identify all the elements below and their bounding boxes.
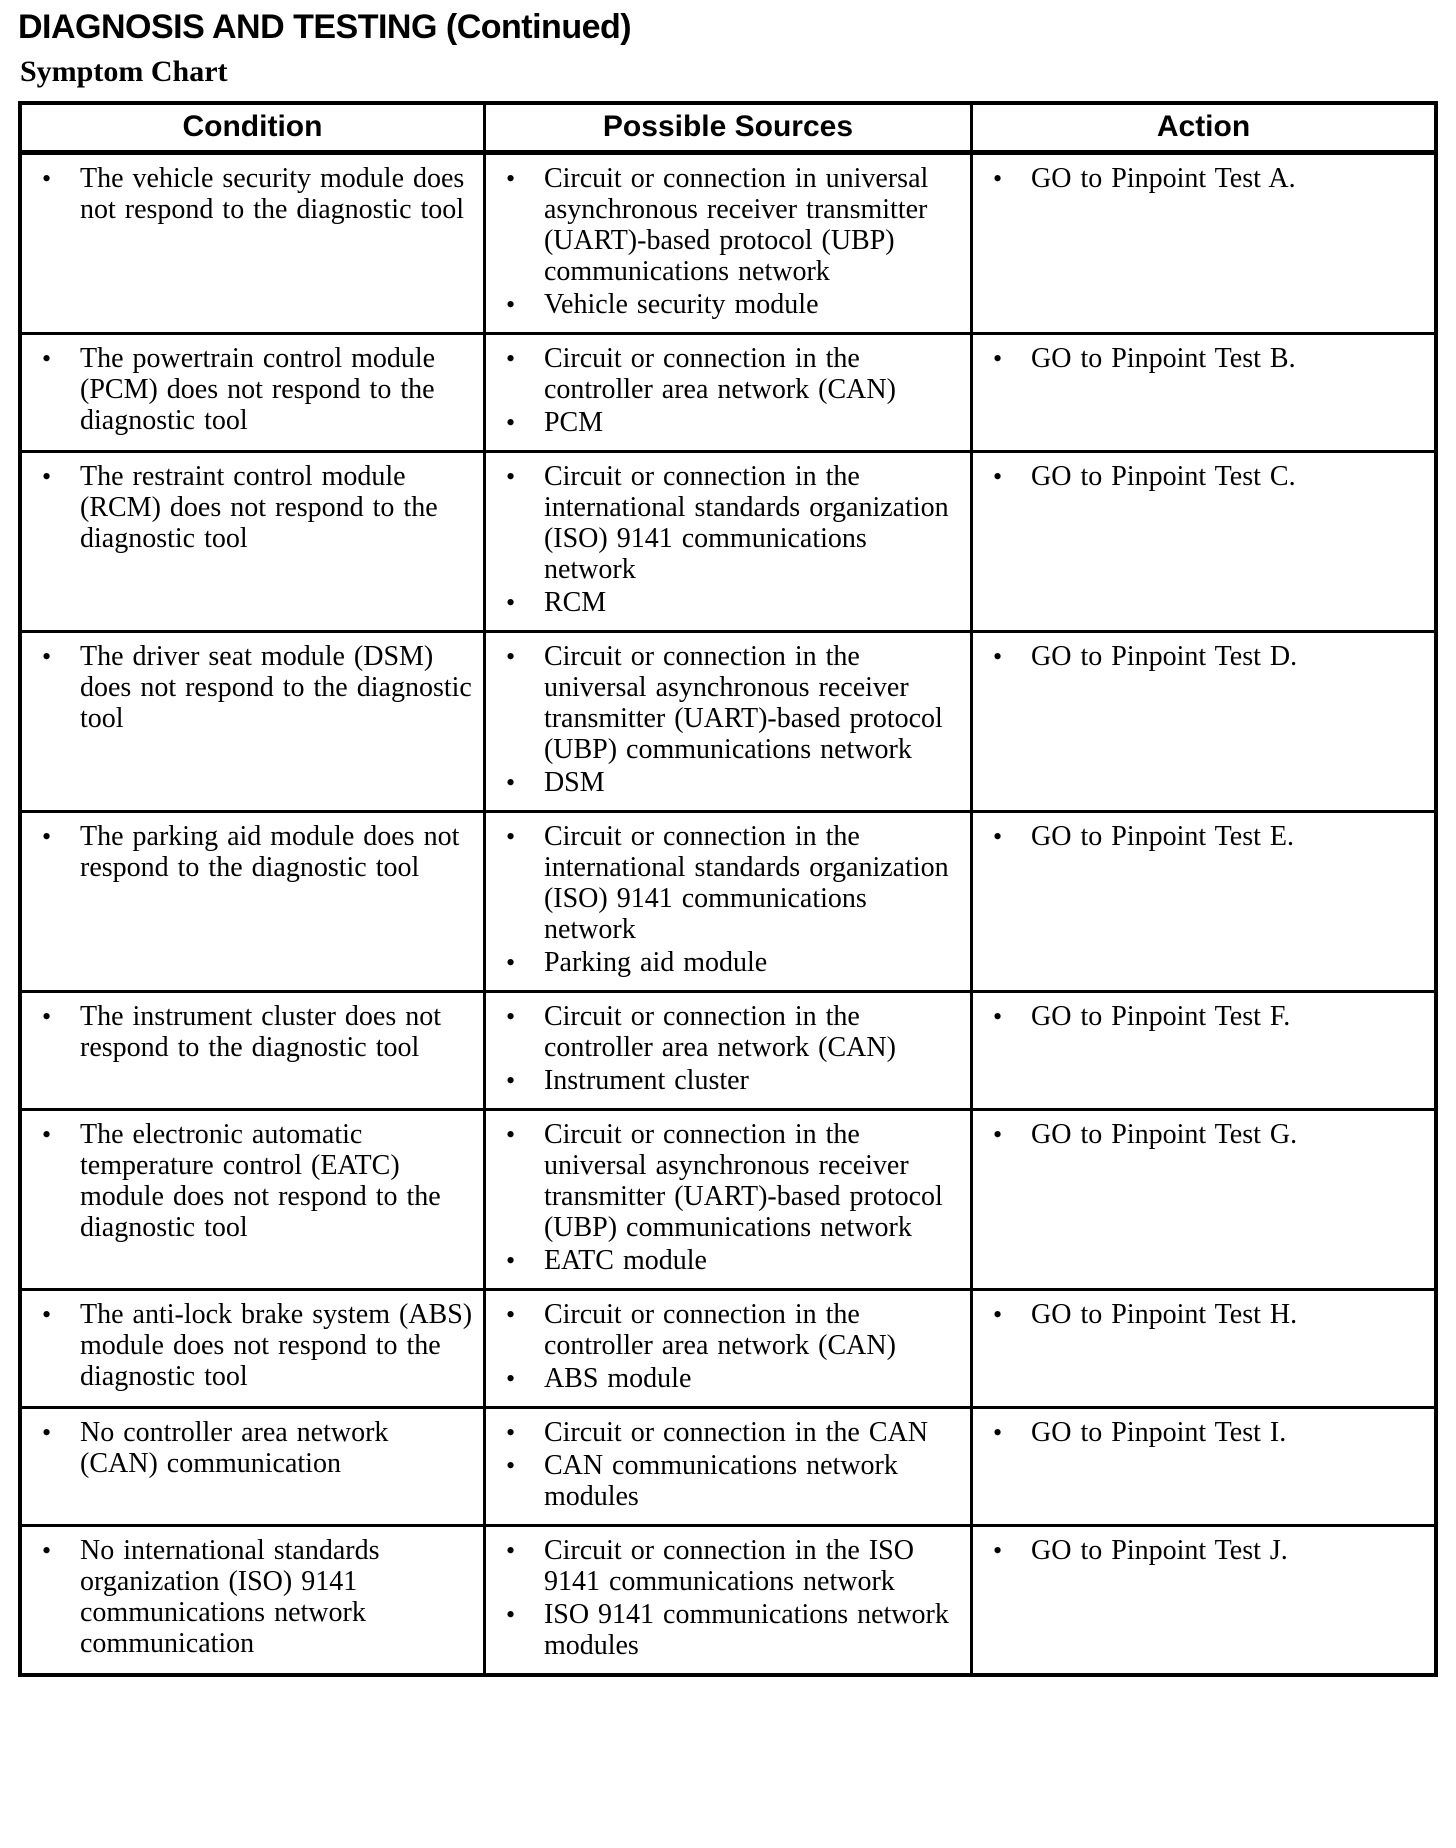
possible-sources-cell [484, 1290, 971, 1408]
condition-cell [20, 1110, 484, 1290]
bullet-item: • ISO 9141 communications network modules [492, 1599, 960, 1661]
bullet-list [28, 343, 473, 436]
bullet-item: • GO to Pinpoint Test E. [979, 821, 1424, 852]
action-cell [972, 812, 1436, 992]
condition-cell [20, 1526, 484, 1676]
condition-cell [20, 812, 484, 992]
condition-cell [20, 334, 484, 452]
table-row [20, 153, 1436, 334]
bullet-item: • GO to Pinpoint Test A. [979, 163, 1424, 194]
table-row [20, 1526, 1436, 1676]
bullet-list [28, 1417, 473, 1479]
bullet-list [979, 461, 1424, 492]
action-cell [972, 992, 1436, 1110]
table-row [20, 992, 1436, 1110]
condition-cell [20, 632, 484, 812]
bullet-item: • No controller area network (CAN) communication [28, 1417, 473, 1479]
bullet-list [28, 1299, 473, 1392]
possible-sources-cell [484, 452, 971, 632]
bullet-item: • GO to Pinpoint Test D. [979, 641, 1424, 672]
possible-sources-cell [484, 1110, 971, 1290]
header-condition: Condition [20, 103, 484, 153]
bullet-list [979, 1299, 1424, 1330]
bullet-item: • Instrument cluster [492, 1065, 960, 1096]
symptom-chart-table [18, 101, 1438, 1677]
bullet-item: • GO to Pinpoint Test I. [979, 1417, 1424, 1448]
bullet-list [492, 163, 960, 320]
condition-cell [20, 1290, 484, 1408]
bullet-list [979, 1001, 1424, 1032]
bullet-list [28, 1119, 473, 1243]
possible-sources-cell [484, 992, 971, 1110]
bullet-list [492, 641, 960, 798]
bullet-item: • ABS module [492, 1363, 960, 1394]
bullet-list [28, 821, 473, 883]
bullet-item: • The vehicle security module does not respond to the diagnostic tool [28, 163, 473, 225]
possible-sources-cell [484, 812, 971, 992]
table-header-row [20, 103, 1436, 153]
condition-cell [20, 1408, 484, 1526]
bullet-item: • Circuit or connection in universal asynchronous receiver transmitter (UART)-based protocol (UBP) communications network [492, 163, 960, 287]
condition-cell [20, 452, 484, 632]
action-cell [972, 632, 1436, 812]
bullet-item: • Circuit or connection in the CAN [492, 1417, 960, 1448]
bullet-item: • Circuit or connection in the universal asynchronous receiver transmitter (UART)-based protocol (UBP) communications network [492, 641, 960, 765]
bullet-list [979, 821, 1424, 852]
action-cell [972, 334, 1436, 452]
possible-sources-cell [484, 632, 971, 812]
table-row [20, 452, 1436, 632]
bullet-list [492, 1299, 960, 1394]
header-possible-sources: Possible Sources [484, 103, 971, 153]
bullet-item: • Parking aid module [492, 947, 960, 978]
bullet-item: • Circuit or connection in the universal asynchronous receiver transmitter (UART)-based protocol (UBP) communications network [492, 1119, 960, 1243]
bullet-list [28, 461, 473, 554]
bullet-list [492, 343, 960, 438]
table-row [20, 1110, 1436, 1290]
bullet-list [979, 1417, 1424, 1448]
table-row [20, 632, 1436, 812]
action-cell [972, 1110, 1436, 1290]
bullet-item: • DSM [492, 767, 960, 798]
table-row [20, 812, 1436, 992]
bullet-list [979, 343, 1424, 374]
bullet-item: • Vehicle security module [492, 289, 960, 320]
bullet-list [28, 1535, 473, 1659]
bullet-list [492, 1417, 960, 1512]
bullet-item: • Circuit or connection in the international standards organization (ISO) 9141 communications network [492, 821, 960, 945]
bullet-item: • Circuit or connection in the controller area network (CAN) [492, 343, 960, 405]
bullet-list [492, 821, 960, 978]
bullet-list [492, 461, 960, 618]
bullet-list [28, 1001, 473, 1063]
action-cell [972, 153, 1436, 334]
bullet-item: • The instrument cluster does not respond to the diagnostic tool [28, 1001, 473, 1063]
bullet-list [492, 1001, 960, 1096]
bullet-item: • The parking aid module does not respond to the diagnostic tool [28, 821, 473, 883]
possible-sources-cell [484, 153, 971, 334]
condition-cell [20, 992, 484, 1110]
bullet-item: • Circuit or connection in the ISO 9141 communications network [492, 1535, 960, 1597]
bullet-item: • Circuit or connection in the international standards organization (ISO) 9141 communications network [492, 461, 960, 585]
table-row [20, 1290, 1436, 1408]
bullet-item: • GO to Pinpoint Test J. [979, 1535, 1424, 1566]
bullet-list [979, 163, 1424, 194]
bullet-list [492, 1119, 960, 1276]
bullet-item: • PCM [492, 407, 960, 438]
bullet-item: • GO to Pinpoint Test H. [979, 1299, 1424, 1330]
bullet-item: • GO to Pinpoint Test G. [979, 1119, 1424, 1150]
bullet-item: • GO to Pinpoint Test B. [979, 343, 1424, 374]
table-row [20, 1408, 1436, 1526]
bullet-item: • GO to Pinpoint Test C. [979, 461, 1424, 492]
bullet-item: • The powertrain control module (PCM) does not respond to the diagnostic tool [28, 343, 473, 436]
bullet-item: • The driver seat module (DSM) does not respond to the diagnostic tool [28, 641, 473, 734]
possible-sources-cell [484, 1408, 971, 1526]
bullet-list [28, 641, 473, 734]
action-cell [972, 1290, 1436, 1408]
bullet-item: • CAN communications network modules [492, 1450, 960, 1512]
table-row [20, 334, 1436, 452]
bullet-item: • RCM [492, 587, 960, 618]
bullet-item: • The electronic automatic temperature control (EATC) module does not respond to the diagnostic tool [28, 1119, 473, 1243]
bullet-item: • The restraint control module (RCM) does not respond to the diagnostic tool [28, 461, 473, 554]
section-title: DIAGNOSIS AND TESTING (Continued) [18, 8, 632, 46]
condition-cell [20, 153, 484, 334]
table-body [20, 153, 1436, 1676]
action-cell [972, 1408, 1436, 1526]
bullet-list [979, 1119, 1424, 1150]
bullet-item: • The anti-lock brake system (ABS) module does not respond to the diagnostic tool [28, 1299, 473, 1392]
bullet-item: • No international standards organization (ISO) 9141 communications network communication [28, 1535, 473, 1659]
header-action: Action [972, 103, 1436, 153]
bullet-list [979, 641, 1424, 672]
possible-sources-cell [484, 1526, 971, 1676]
bullet-item: • GO to Pinpoint Test F. [979, 1001, 1424, 1032]
possible-sources-cell [484, 334, 971, 452]
bullet-item: • Circuit or connection in the controller area network (CAN) [492, 1299, 960, 1361]
bullet-list [28, 163, 473, 225]
bullet-item: • EATC module [492, 1245, 960, 1276]
bullet-item: • Circuit or connection in the controller area network (CAN) [492, 1001, 960, 1063]
bullet-list [979, 1535, 1424, 1566]
symptom-chart-subtitle: Symptom Chart [20, 55, 228, 88]
action-cell [972, 452, 1436, 632]
bullet-list [492, 1535, 960, 1661]
action-cell [972, 1526, 1436, 1676]
